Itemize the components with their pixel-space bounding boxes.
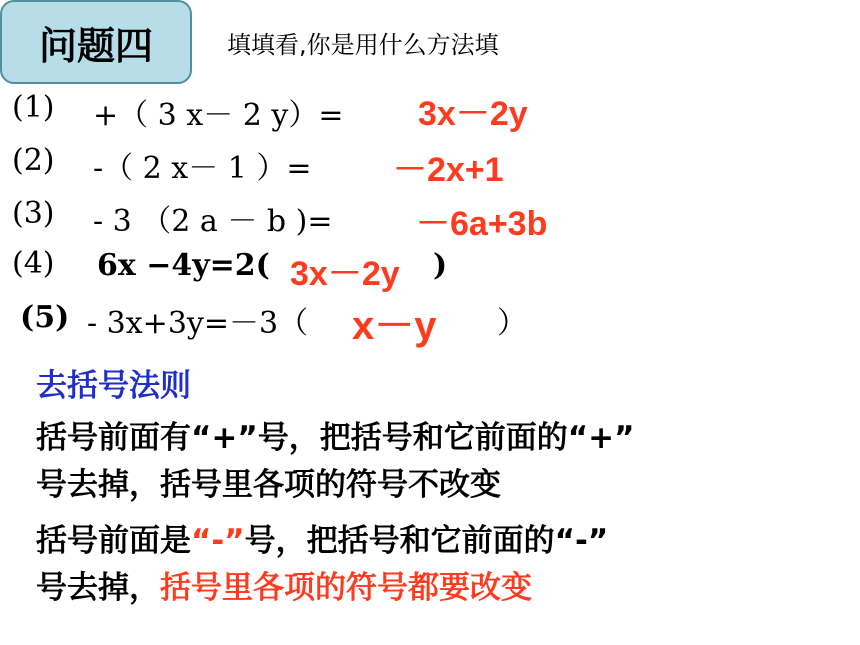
problem-5-close-paren: ） (497, 306, 527, 341)
problem-2-number: (2) (12, 143, 55, 178)
problem-5-number: (5) (20, 300, 70, 335)
rule-plus-line1: 括号前面有“+”号，把括号和它前面的“+” (36, 420, 635, 456)
rule-minus-sign: “-” (191, 523, 245, 559)
problem-4-answer: 3x－2y (290, 255, 400, 293)
subtitle: 填填看,你是用什么方法填 (227, 31, 499, 59)
problem-3-answer: －6a+3b (416, 205, 548, 243)
problem-3-number: (3) (12, 196, 55, 231)
problem-2-expression: -（ 2 x－ 1 ）= (93, 151, 312, 186)
problem-1-expression: +（ 3 x－ 2 y）= (93, 98, 344, 133)
problem-1-answer: 3x－2y (418, 95, 528, 133)
rule-minus-line1-suffix: 号，把括号和它前面的“-” (244, 523, 609, 559)
problem-4-expression: 6x −4y=2( (97, 248, 270, 283)
problem-5-answer: x－y (352, 304, 437, 348)
rule-minus-line1 (36, 515, 608, 560)
problem-5-expression: - 3x+3y=－3（ (87, 306, 309, 341)
rule-minus-line2-emphasis: 括号里各项的符号都要改变 (160, 570, 532, 606)
problem-3-expression: - 3 （2 a － b )= (93, 204, 333, 239)
rule-minus-line1-prefix: 括号前面是 (36, 523, 191, 559)
problem-4-close-paren: ) (433, 248, 448, 283)
rule-minus-line2-prefix: 号去掉， (36, 570, 160, 606)
problem-2-answer: －2x+1 (393, 151, 504, 189)
problem-1-number: (1) (12, 90, 55, 125)
problem-4-number: (4) (12, 246, 55, 281)
problem-badge (0, 0, 192, 84)
rule-minus-line2 (36, 562, 532, 607)
rules-title: 去括号法则 (36, 368, 191, 404)
rule-plus-line2: 号去掉，括号里各项的符号不改变 (36, 467, 501, 503)
problem-badge-label: 问题四 (38, 23, 153, 68)
